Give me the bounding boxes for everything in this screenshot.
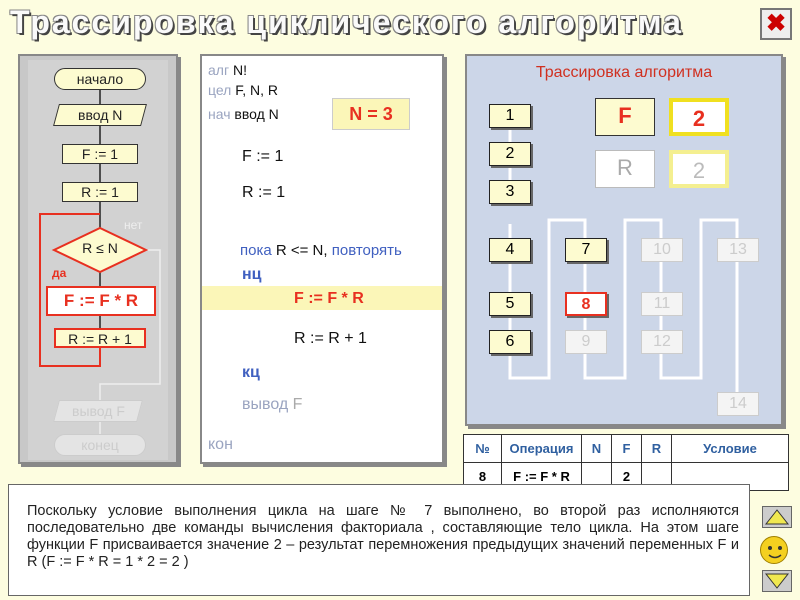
explanation-text: Поскольку условие выполнения цикла на шаге № 7 выполнено, во второй раз исполняются последовательно две команды вычисления факториала , составляющие тело цикла. На этом шаге функции F присваивается значение 2 – результат перемножения предыдущих значений переменных F и R (F := F * R = 1 * 2 = 2 ) (27, 503, 739, 570)
trace-table (463, 434, 789, 491)
loop-keyword: пока (240, 242, 272, 259)
step-4: 4 (489, 238, 531, 262)
step-12: 12 (641, 330, 683, 354)
col-header-operation: Операция (502, 435, 582, 463)
condition-block: R ≤ N (82, 240, 118, 256)
next-button[interactable] (762, 570, 792, 592)
arrow-up-icon (763, 507, 791, 527)
output-block (53, 400, 143, 422)
col-header-num: № (464, 435, 502, 463)
n-value-badge: N = 3 (332, 98, 410, 130)
step-7: 7 (565, 238, 607, 262)
step-10: 10 (641, 238, 683, 262)
no-label: нет (124, 218, 143, 232)
cell-f: 2 (612, 463, 642, 491)
r-init-line: R := 1 (242, 184, 286, 201)
smiley-icon (761, 537, 789, 565)
step-13: 13 (717, 238, 759, 262)
r-body-block: R := R + 1 (54, 328, 146, 348)
prev-button[interactable] (762, 506, 792, 528)
input-block-label: ввод N (77, 107, 123, 123)
step-14: 14 (717, 392, 759, 416)
f-init-line: F := 1 (242, 148, 284, 165)
kon-keyword: кон (208, 436, 233, 453)
page-title: Трассировка циклического алгоритма (10, 4, 683, 40)
col-header-condition: Условие (672, 435, 789, 463)
alg-keyword: алг (208, 62, 230, 78)
r-body-line: R := R + 1 (294, 330, 367, 347)
nach-keyword: нач (208, 106, 231, 122)
input-statement: ввод N (234, 106, 279, 122)
cell-operation: F := F * R (502, 463, 582, 491)
repeat-keyword: повторять (331, 242, 402, 259)
trace-panel (465, 54, 783, 426)
col-header-n: N (582, 435, 612, 463)
trace-title: Трассировка алгоритма (535, 64, 713, 81)
step-3: 3 (489, 180, 531, 204)
r-label: R (595, 150, 655, 188)
output-block-label: вывод F (71, 403, 125, 419)
cel-keyword: цел (208, 82, 232, 98)
step-2: 2 (489, 142, 531, 166)
input-block (53, 104, 147, 126)
step-6: 6 (489, 330, 531, 354)
f-init-block: F := 1 (62, 144, 138, 164)
close-button[interactable]: ✖ (760, 8, 792, 40)
yes-label: да (52, 266, 67, 280)
output-var: F (292, 396, 303, 413)
start-block: начало (54, 68, 146, 90)
explanation-box (8, 484, 750, 596)
r-init-block: R := 1 (62, 182, 138, 202)
code-panel (200, 54, 444, 464)
arrow-down-icon (763, 571, 791, 591)
nc-keyword: нц (242, 266, 262, 283)
flowchart-area (28, 60, 168, 460)
f-value: 2 (669, 98, 729, 136)
cel-vars: F, N, R (235, 82, 279, 98)
step-1: 1 (489, 104, 531, 128)
r-value: 2 (669, 150, 729, 188)
f-label: F (595, 98, 655, 136)
table-header-row (464, 435, 789, 463)
step-5: 5 (489, 292, 531, 316)
smiley-help-button[interactable] (760, 536, 788, 564)
kc-keyword: кц (242, 364, 260, 381)
output-keyword: вывод (242, 396, 289, 413)
f-body-line: F := F * R (294, 290, 364, 307)
cell-num: 8 (464, 463, 502, 491)
step-8: 8 (565, 292, 607, 316)
col-header-f: F (612, 435, 642, 463)
end-block: конец (54, 434, 146, 456)
f-body-block: F := F * R (46, 286, 156, 316)
loop-condition: R <= N, (275, 242, 328, 259)
step-11: 11 (641, 292, 683, 316)
alg-name: N! (232, 62, 247, 78)
col-header-r: R (642, 435, 672, 463)
step-9: 9 (565, 330, 607, 354)
